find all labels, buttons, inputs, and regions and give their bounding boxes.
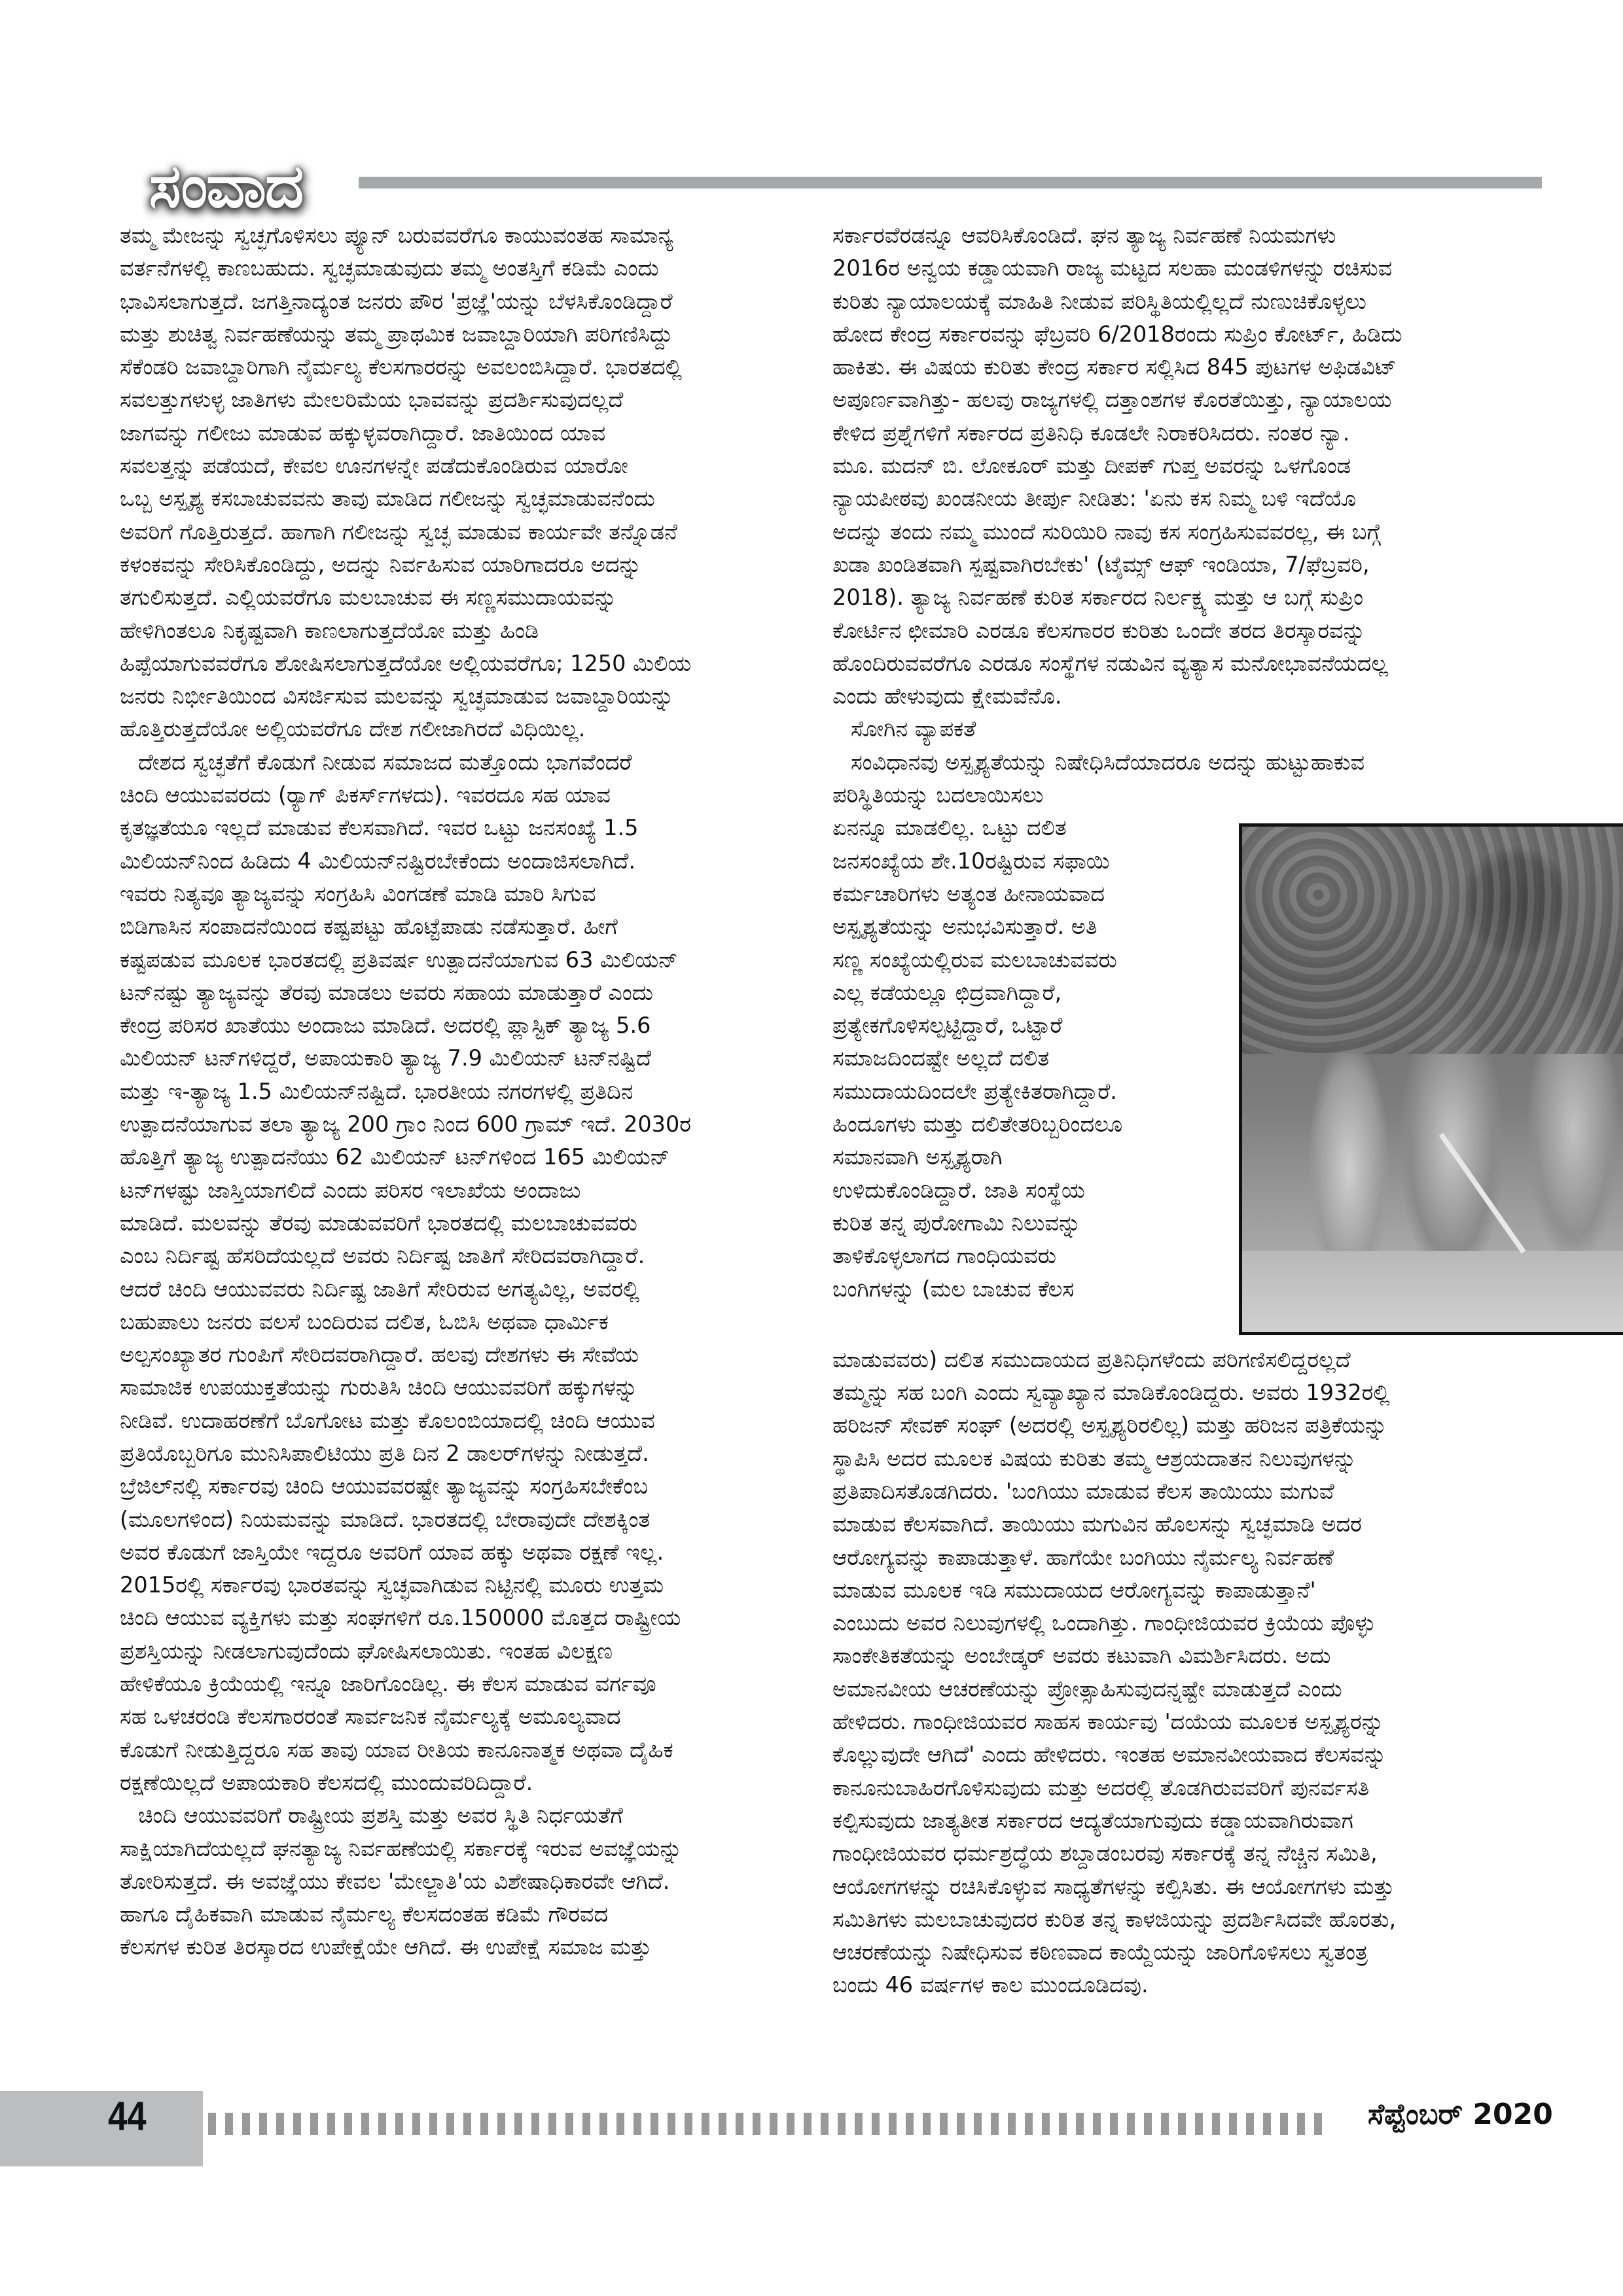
text-line: ಇವರು ನಿತ್ಯವೂ ತ್ಯಾಜ್ಯವನ್ನು ಸಂಗ್ರಹಿಸಿ ವಿಂಗಡಣೆ ಮಾಡಿ ಮಾರಿ ಸಿಗುವ	[120, 880, 596, 906]
text-line: 2016ರ ಅನ್ವಯ ಕಡ್ಡಾಯವಾಗಿ ರಾಜ್ಯ ಮಟ್ಟದ ಸಲಹಾ ಮಂಡಳಿಗಳನ್ನು ರಚಿಸುವ	[832, 255, 1393, 281]
text-line: ಬಂಗಿಗಳನ್ನು (ಮಲ ಬಾಚುವ ಕೆಲಸ	[832, 1276, 1075, 1302]
text-line: (ಮೂಲಗಳಿಂದ) ನಿಯಮವನ್ನು ಮಾಡಿದೆ. ಭಾರತದಲ್ಲಿ ಬೇರಾವುದೇ ದೇಶಕ್ಕಿಂತ	[120, 1506, 651, 1532]
text-line: ಕಷ್ಟಪಡುವ ಮೂಲಕ ಭಾರತದಲ್ಲಿ ಪ್ರತಿವರ್ಷ ಉತ್ಪಾದನೆಯಾಗುವ 63 ಮಿಲಿಯನ್	[120, 946, 678, 973]
text-line: ಮಾಡುವ ಕೆಲಸವಾಗಿದೆ. ತಾಯಿಯು ಮಗುವಿನ ಹೊಲಸನ್ನು ಸ್ವಚ್ಛಮಾಡಿ ಅದರ	[832, 1511, 1362, 1537]
text-line: ಎಂಬ ನಿರ್ದಿಷ್ಟ ಹೆಸರಿದೆಯಲ್ಲದೆ ಅವರು ನಿರ್ದಿಷ್ಟ ಜಾತಿಗೆ ಸೇರಿದವರಾಗಿದ್ದಾರೆ.	[120, 1243, 645, 1269]
text-line: ಅಮಾನವೀಯ ಆಚರಣೆಯನ್ನು ಪ್ರೋತ್ಸಾಹಿಸುವುದನ್ನಷ್ಟೇ ಮಾಡುತ್ತದೆ ಎಂದು	[832, 1676, 1342, 1702]
text-line: ಜನರು ನಿರ್ಭೀತಿಯಿಂದ ವಿಸರ್ಜಿಸುವ ಮಲವನ್ನು ಸ್ವಚ್ಛಮಾಡುವ ಜವಾಬ್ದಾರಿಯನ್ನು	[120, 683, 674, 709]
text-line: ಮಾಡುವವರು) ದಲಿತ ಸಮುದಾಯದ ಪ್ರತಿನಿಧಿಗಳೆಂದು ಪರಿಗಣಿಸಲಿದ್ದರಲ್ಲದೆ	[832, 1346, 1351, 1372]
text-line: ತಮ್ಮನ್ನು ಸಹ ಬಂಗಿ ಎಂದು ಸ್ವವ್ಯಾಖ್ಯಾನ ಮಾಡಿಕೊಂಡಿದ್ದರು. ಅವರು 1932ರಲ್ಲಿ	[832, 1380, 1390, 1406]
text-line: ಪರಿಸ್ಥಿತಿಯನ್ನು ಬದಲಾಯಿಸಲು	[832, 782, 1044, 808]
text-line: ಅಸ್ಪೃಶ್ಯತೆಯನ್ನು ಅನುಭವಿಸುತ್ತಾರೆ. ಅತಿ	[832, 914, 1097, 940]
text-line: ಸಂವಿಧಾನವು ಅಸ್ಪೃಶ್ಯತೆಯನ್ನು ನಿಷೇಧಿಸಿದೆಯಾದರೂ ಅದನ್ನು ಹುಟ್ಟುಹಾಕುವ	[851, 749, 1365, 775]
photo-road	[1242, 1251, 1623, 1332]
text-line: ಕರ್ಮಚಾರಿಗಳು ಅತ್ಯಂತ ಹೀನಾಯವಾದ	[832, 880, 1105, 906]
text-line: ಸಮಾಜದಿಂದಷ್ಟೇ ಅಲ್ಲದೆ ದಲಿತ	[832, 1045, 1050, 1071]
text-line: ದೇಶದ ಸ್ವಚ್ಛತೆಗೆ ಕೊಡುಗೆ ನೀಡುವ ಸಮಾಜದ ಮತ್ತೊಂದು ಭಾಗವೆಂದರೆ	[138, 749, 632, 775]
text-line: ಕೋರ್ಟಿನ ಛೀಮಾರಿ ಎರಡೂ ಕೆಲಸಗಾರರ ಕುರಿತು ಒಂದೇ ತರದ ತಿರಸ್ಕಾರವನ್ನು	[832, 617, 1366, 643]
photo-baton	[1439, 1133, 1526, 1254]
text-line: ತಗುಲಿಸುತ್ತದೆ. ಎಲ್ಲಿಯವರೆಗೂ ಮಲಬಾಚುವ ಈ ಸಣ್ಣಸಮುದಾಯವನ್ನು	[120, 584, 617, 611]
masthead-logo	[115, 147, 337, 226]
text-line: ಬಹುಪಾಲು ಜನರು ವಲಸೆ ಬಂದಿರುವ ದಲಿತ, ಓಬಿಸಿ ಅಥವಾ ಧಾರ್ಮಿಕ	[120, 1308, 609, 1335]
text-line: ಕುರಿತು ನ್ಯಾಯಾಲಯಕ್ಕೆ ಮಾಹಿತಿ ನೀಡುವ ಪರಿಸ್ಥಿತಿಯಲ್ಲಿಲ್ಲದೆ ನುಣುಚಿಕೊಳ್ಳಲು	[832, 288, 1366, 314]
text-line: ಸಾಮಾಜಿಕ ಉಪಯುಕ್ತತೆಯನ್ನು ಗುರುತಿಸಿ ಚಿಂದಿ ಆಯುವವರಿಗೆ ಹಕ್ಕುಗಳನ್ನು	[120, 1374, 638, 1401]
text-line: ಮಿಲಿಯನ್‌ನಿಂದ ಹಿಡಿದು 4 ಮಿಲಿಯನ್‌ನಷ್ಟಿರಬೇಕೆಂದು ಅಂದಾಜಿಸಲಾಗಿದೆ.	[120, 848, 636, 874]
text-line: ಏನನ್ನೂ ಮಾಡಲಿಲ್ಲ. ಒಟ್ಟು ದಲಿತ	[832, 815, 1067, 841]
text-line: ಜಾಗವನ್ನು ಗಲೀಜು ಮಾಡುವ ಹಕ್ಕುಳ್ಳವರಾಗಿದ್ದಾರೆ. ಜಾತಿಯಿಂದ ಯಾವ	[120, 420, 606, 446]
text-line: ಕುರಿತ ತನ್ನ ಪುರೋಗಾಮಿ ನಿಲುವನ್ನು	[832, 1210, 1081, 1236]
text-line: ಸಮಿತಿಗಳು ಮಲಬಾಚುವುದರ ಕುರಿತ ತನ್ನ ಕಾಳಜಿಯನ್ನು ಪ್ರದರ್ಶಿಸಿದವೇ ಹೊರತು,	[832, 1906, 1397, 1932]
text-line: ಸಾಕ್ಷಿಯಾಗಿದೆಯಲ್ಲದೆ ಘನತ್ಯಾಜ್ಯ ನಿರ್ವಹಣೆಯಲ್ಲಿ ಸರ್ಕಾರಕ್ಕೆ ಇರುವ ಅವಜ್ಞೆಯನ್ನು	[120, 1835, 683, 1861]
text-line: ಅವರ ಕೊಡುಗೆ ಜಾಸ್ತಿಯೇ ಇದ್ದರೂ ಅವರಿಗೆ ಯಾವ ಹಕ್ಕು ಅಥವಾ ರಕ್ಷಣೆ ಇಲ್ಲ.	[120, 1539, 664, 1565]
text-line: ಎಲ್ಲ ಕಡೆಯಲ್ಲೂ ಛಿದ್ರವಾಗಿದ್ದಾರೆ,	[832, 979, 1062, 1005]
text-line: ಸಮುದಾಯದಿಂದಲೇ ಪ್ರತ್ಯೇಕಿತರಾಗಿದ್ದಾರೆ.	[832, 1078, 1117, 1104]
text-line: ರಕ್ಷಣೆಯಿಲ್ಲದೆ ಅಪಾಯಕಾರಿ ಕೆಲಸದಲ್ಲಿ ಮುಂದುವರಿದಿದ್ದಾರೆ.	[120, 1769, 533, 1795]
protest-photo	[1239, 823, 1623, 1335]
text-line: 2018). ತ್ಯಾಜ್ಯ ನಿರ್ವಹಣೆ ಕುರಿತ ಸರ್ಕಾರದ ನಿರ್ಲಕ್ಷ್ಯ ಮತ್ತು ಆ ಬಗ್ಗೆ ಸುಪ್ರಿಂ	[832, 584, 1364, 611]
issue-date: ಸೆಪ್ಟೆಂಬರ್ 2020	[1368, 2098, 1553, 2131]
text-line: ಕೇಳಿದ ಪ್ರಶ್ನೆಗಳಿಗೆ ಸರ್ಕಾರದ ಪ್ರತಿನಿಧಿ ಕೂಡಲೇ ನಿರಾಕರಿಸಿದರು. ನಂತರ ನ್ಯಾ.	[832, 420, 1350, 446]
text-line: ಪ್ರತ್ಯೇಕಗೊಳಿಸಲ್ಪಟ್ಟಿದ್ದಾರೆ, ಒಟ್ಟಾರೆ	[832, 1013, 1063, 1039]
text-line: ಹೇಳಿಕೆಯೂ ಕ್ರಿಯೆಯಲ್ಲಿ ಇನ್ನೂ ಜಾರಿಗೊಂಡಿಲ್ಲ. ಈ ಕೆಲಸ ಮಾಡುವ ವರ್ಗವೂ	[120, 1671, 656, 1697]
footer-dashed-rule	[208, 2113, 1329, 2135]
text-line: ಸೆಕೆಂಡರಿ ಜವಾಬ್ದಾರಿಗಾಗಿ ನೈರ್ಮಲ್ಯ ಕೆಲಸಗಾರರನ್ನು ಅವಲಂಬಿಸಿದ್ದಾರೆ. ಭಾರತದಲ್ಲಿ	[120, 354, 683, 380]
text-line: ಸಾಂಕೇತಿಕತೆಯನ್ನು ಅಂಬೇಡ್ಕರ್ ಅವರು ಕಟುವಾಗಿ ವಿಮರ್ಶಿಸಿದರು. ಅದು	[832, 1643, 1331, 1669]
text-line: ಬ್ರೆಜಿಲ್‌ನಲ್ಲಿ ಸರ್ಕಾರವು ಚಿಂದಿ ಆಯುವವರಷ್ಟೇ ತ್ಯಾಜ್ಯವನ್ನು ಸಂಗ್ರಹಿಸಬೇಕೆಂಬ	[120, 1473, 648, 1499]
text-line: ಕಳಂಕವನ್ನು ಸೇರಿಸಿಕೊಂಡಿದ್ದು, ಅದನ್ನು ನಿರ್ವಹಿಸುವ ಯಾರಿಗಾದರೂ ಅದನ್ನು	[120, 551, 642, 577]
text-line: ವರ್ತನೆಗಳಲ್ಲಿ ಕಾಣಬಹುದು. ಸ್ವಚ್ಛಮಾಡುವುದು ತಮ್ಮ ಅಂತಸ್ತಿಗೆ ಕಡಿಮೆ ಎಂದು	[120, 255, 659, 281]
text-line: ಸಮಾನವಾಗಿ ಅಸ್ಪೃಶ್ಯರಾಗಿ	[832, 1144, 1003, 1170]
text-line: ಜನಸಂಖ್ಯೆಯ ಶೇ.10ರಷ್ಟಿರುವ ಸಫಾಯಿ	[832, 848, 1110, 874]
text-line: ನೀಡಿವೆ. ಉದಾಹರಣೆಗೆ ಬೊಗೋಟ ಮತ್ತು ಕೊಲಂಬಿಯಾದಲ್ಲಿ ಚಿಂದಿ ಆಯುವ	[120, 1407, 655, 1433]
text-line: ಎಂದು ಹೇಳುವುದು ಕ್ಷೇಮವೆನೊ.	[832, 683, 1062, 709]
text-line: ಅವರಿಗೆ ಗೊತ್ತಿರುತ್ತದೆ. ಹಾಗಾಗಿ ಗಲೀಜನ್ನು ಸ್ವಚ್ಛ ಮಾಡುವ ಕಾರ್ಯವೇ ತನ್ನೊಡನೆ	[120, 518, 678, 545]
text-line: ಸರ್ಕಾರವೆರಡನ್ನೂ ಆವರಿಸಿಕೊಂಡಿದೆ. ಘನ ತ್ಯಾಜ್ಯ ನಿರ್ವಹಣೆ ನಿಯಮಗಳು	[832, 223, 1336, 248]
text-line: ಮಿಲಿಯನ್ ಟನ್‌ಗಳಿದ್ದರೆ, ಅಪಾಯಕಾರಿ ತ್ಯಾಜ್ಯ 7.9 ಮಿಲಿಯನ್ ಟನ್‌ನಷ್ಟಿದೆ	[120, 1045, 652, 1071]
text-line: ಹರಿಜನ್ ಸೇವಕ್ ಸಂಘ್ (ಅದರಲ್ಲಿ ಅಸ್ಪೃಶ್ಯರಿರಲಿಲ್ಲ) ಮತ್ತು ಹರಿಜನ ಪತ್ರಿಕೆಯನ್ನು	[832, 1412, 1387, 1439]
text-line: ಕಾನೂನುಬಾಹಿರಗೊಳಿಸುವುದು ಮತ್ತು ಅದರಲ್ಲಿ ತೊಡಗಿರುವವರಿಗೆ ಪುನರ್ವಸತಿ	[832, 1774, 1370, 1801]
text-line: ಮತ್ತು ಶುಚಿತ್ವ ನಿರ್ವಹಣೆಯನ್ನು ತಮ್ಮ ಪ್ರಾಥಮಿಕ ಜವಾಬ್ದಾರಿಯಾಗಿ ಪರಿಗಣಿಸಿದ್ದು	[120, 321, 673, 347]
text-line: ಆರೋಗ್ಯವನ್ನು ಕಾಪಾಡುತ್ತಾಳೆ. ಹಾಗೆಯೇ ಬಂಗಿಯು ನೈರ್ಮಲ್ಯ ನಿರ್ವಹಣೆ	[832, 1544, 1334, 1570]
photo-crowd	[1242, 827, 1623, 1054]
text-line: ಪ್ರತಿಪಾದಿಸತೊಡಗಿದರು. 'ಬಂಗಿಯು ಮಾಡುವ ಕೆಲಸ ತಾಯಿಯು ಮಗುವೆ	[832, 1478, 1334, 1504]
text-line: ಹೊಂದಿರುವವರೆಗೂ ಎರಡೂ ಸಂಸ್ಥೆಗಳ ನಡುವಿನ ವ್ಯತ್ಯಾಸ ಮನೋಭಾವನೆಯದಲ್ಲ	[832, 650, 1389, 676]
text-line: ಮಾಡುವ ಮೂಲಕ ಇಡಿ ಸಮುದಾಯದ ಆರೋಗ್ಯವನ್ನು ಕಾಪಾಡುತ್ತಾನೆ'	[832, 1577, 1316, 1603]
text-line: ಕೊಲ್ಲುವುದೇ ಆಗಿದೆ' ಎಂದು ಹೇಳಿದರು. ಇಂತಹ ಅಮಾನವೀಯವಾದ ಕೆಲಸವನ್ನು	[832, 1742, 1387, 1768]
text-line: ಎಂಬುದು ಅವರ ನಿಲುವುಗಳಲ್ಲಿ ಒಂದಾಗಿತ್ತು. ಗಾಂಧೀಜಿಯವರ ಕ್ರಿಯೆಯ ಪೊಳ್ಳು	[832, 1610, 1376, 1636]
text-line: ಮಾಡಿದೆ. ಮಲವನ್ನು ತೆರವು ಮಾಡುವವರಿಗೆ ಭಾರತದಲ್ಲಿ ಮಲಬಾಚುವವರು	[120, 1210, 637, 1236]
text-line: ಕೊಡುಗೆ ನೀಡುತ್ತಿದ್ದರೂ ಸಹ ತಾವು ಯಾವ ರೀತಿಯ ಕಾನೂನಾತ್ಮಕ ಅಥವಾ ದೈಹಿಕ	[120, 1736, 673, 1763]
text-line: ಖಡಾ ಖಂಡಿತವಾಗಿ ಸ್ಪಷ್ಟವಾಗಿರಬೇಕು' (ಟೈಮ್ಸ್ ಆಫ್ ಇಂಡಿಯಾ, 7/ಫೆಬ್ರವರಿ,	[832, 551, 1370, 577]
left-column	[120, 219, 800, 1964]
text-line: ತಮ್ಮ ಮೇಜನ್ನು ಸ್ವಚ್ಛಗೊಳಿಸಲು ಪ್ಯೂನ್ ಬರುವವರೆಗೂ ಕಾಯುವಂತಹ ಸಾಮಾನ್ಯ	[120, 223, 673, 248]
text-line: ಭಾವಿಸಲಾಗುತ್ತದೆ. ಜಗತ್ತಿನಾದ್ಯಂತ ಜನರು ಪೌರ 'ಪ್ರಜ್ಞೆ'ಯನ್ನು ಬೆಳಸಿಕೊಂಡಿದ್ದಾರೆ	[120, 288, 673, 314]
text-line: ಹೋದ ಕೇಂದ್ರ ಸರ್ಕಾರವನ್ನು ಫೆಬ್ರವರಿ 6/2018ರಂದು ಸುಪ್ರಿಂ ಕೋರ್ಟ್, ಹಿಡಿದು	[832, 321, 1402, 347]
text-line: ಆಚರಣೆಯನ್ನು ನಿಷೇಧಿಸುವ ಕಠಿಣವಾದ ಕಾಯ್ದೆಯನ್ನು ಜಾರಿಗೊಳಿಸಲು ಸ್ವತಂತ್ರ	[832, 1939, 1368, 1965]
text-line: ಅಪೂರ್ಣವಾಗಿತ್ತು- ಹಲವು ರಾಜ್ಯಗಳಲ್ಲಿ ದತ್ತಾಂಶಗಳ ಕೊರತೆಯಿತ್ತು, ನ್ಯಾಯಾಲಯ	[832, 387, 1392, 413]
text-line: ಸವಲತ್ತುಗಳುಳ್ಳ ಜಾತಿಗಳು ಮೇಲರಿಮೆಯ ಭಾವವನ್ನು ಪ್ರದರ್ಶಿಸುವುದಲ್ಲದೆ	[120, 387, 624, 413]
text-line: ಟನ್‌ಗಳಷ್ಟು ಜಾಸ್ತಿಯಾಗಲಿದೆ ಎಂದು ಪರಿಸರ ಇಲಾಖೆಯ ಅಂದಾಜು	[120, 1177, 581, 1203]
text-line: ಹಾಕಿತು. ಈ ವಿಷಯ ಕುರಿತು ಕೇಂದ್ರ ಸರ್ಕಾರ ಸಲ್ಲಿಸಿದ 845 ಪುಟಗಳ ಅಫಿಡವಿಟ್	[832, 354, 1397, 380]
text-line: ಗಾಂಧೀಜಿಯವರ ಧರ್ಮಶ್ರದ್ಧೆಯ ಶಬ್ದಾಡಂಬರವು ಸರ್ಕಾರಕ್ಕೆ ತನ್ನ ನೆಚ್ಚಿನ ಸಮಿತಿ,	[832, 1840, 1378, 1867]
page-number: 44	[108, 2094, 147, 2139]
text-line: ಒಬ್ಬ ಅಸ್ಪೃಶ್ಯ ಕಸಬಾಚುವವನು ತಾವು ಮಾಡಿದ ಗಲೀಜನ್ನು ಸ್ವಚ್ಛಮಾಡುವನೆಂದು	[120, 486, 655, 512]
text-line: ಉಳಿದುಕೊಂಡಿದ್ದಾರೆ. ಜಾತಿ ಸಂಸ್ಥೆಯ	[832, 1177, 1085, 1203]
text-line: ಚಿಂದಿ ಆಯುವವರದು (ರ್‍ಯಾಗ್ ಪಿಕರ್ಸ್‌ಗಳದು). ಇವರದೂ ಸಹ ಯಾವ	[120, 782, 611, 808]
text-line: ಹಿಂದೂಗಳು ಮತ್ತು ದಲಿತೇತರಿಬ್ಬರಿಂದಲೂ	[832, 1111, 1123, 1138]
text-line: ಆಯೋಗಗಳನ್ನು ರಚಿಸಿಕೊಳ್ಳುವ ಸಾಧ್ಯತೆಗಳನ್ನು ಕಲ್ಪಿಸಿತು. ಈ ಆಯೋಗಗಳು ಮತ್ತು	[832, 1873, 1395, 1899]
text-line: ಸ್ಥಾಪಿಸಿ ಅದರ ಮೂಲಕ ವಿಷಯ ಕುರಿತು ತಮ್ಮ ಆಶ್ರಯದಾತನ ನಿಲುವುಗಳನ್ನು	[832, 1445, 1357, 1471]
text-line: ಸವಲತ್ತನ್ನು ಪಡೆಯದೆ, ಕೇವಲ ಊನಗಳನ್ನೇ ಪಡೆದುಕೊಂಡಿರುವ ಯಾರೋ	[120, 453, 628, 479]
text-line: ಕಲ್ಪಿಸುವುದು ಜಾತ್ಯತೀತ ಸರ್ಕಾರದ ಆದ್ಯತೆಯಾಗುವುದು ಕಡ್ಡಾಯವಾಗಿರುವಾಗ	[832, 1807, 1353, 1833]
text-line: ಚಿಂದಿ ಆಯುವವರಿಗೆ ರಾಷ್ಟ್ರೀಯ ಪ್ರಶಸ್ತಿ ಮತ್ತು ಅವರ ಸ್ಥಿತಿ ನಿರ್ಧಯತೆಗೆ	[138, 1803, 623, 1829]
text-line: ಪ್ರಶಸ್ತಿಯನ್ನು ನೀಡಲಾಗುವುದೆಂದು ಘೋಷಿಸಲಾಯಿತು. ಇಂತಹ ವಿಲಕ್ಷಣ	[120, 1638, 613, 1664]
text-line: ಹೇಳಿದರು. ಗಾಂಧೀಜಿಯವರ ಸಾಹಸ ಕಾರ್ಯವು 'ದಯೆಯ ಮೂಲಕ ಅಸ್ಪೃಶ್ಯರನ್ನು	[832, 1709, 1384, 1735]
text-line: ಬಿಡಿಗಾಸಿನ ಸಂಪಾದನೆಯಿಂದ ಕಷ್ಟಪಟ್ಟು ಹೊಟ್ಟೆಪಾಡು ನಡೆಸುತ್ತಾರೆ. ಹೀಗೆ	[120, 914, 618, 940]
text-line: ಹೇಳಿಗಿಂತಲೂ ನಿಕೃಷ್ಟವಾಗಿ ಕಾಣಲಾಗುತ್ತದೆಯೋ ಮತ್ತು ಹಿಂಡಿ	[120, 617, 539, 643]
text-line: ಕೃತಜ್ಞತೆಯೂ ಇಲ್ಲದೆ ಮಾಡುವ ಕೆಲಸವಾಗಿದೆ. ಇವರ ಒಟ್ಟು ಜನಸಂಖ್ಯೆ 1.5	[120, 815, 639, 841]
text-line: ಆದರೆ ಚಿಂದಿ ಆಯುವವರು ನಿರ್ದಿಷ್ಟ ಜಾತಿಗೆ ಸೇರಿರುವ ಅಗತ್ಯವಿಲ್ಲ, ಅವರಲ್ಲಿ	[120, 1276, 640, 1302]
text-line: ಕೇಂದ್ರ ಪರಿಸರ ಖಾತೆಯು ಅಂದಾಜು ಮಾಡಿದೆ. ಅದರಲ್ಲಿ ಪ್ಲಾಸ್ಟಿಕ್ ತ್ಯಾಜ್ಯ 5.6	[120, 1013, 651, 1039]
section-subheading: ಸೋಗಿನ ವ್ಯಾಪಕತೆ	[851, 716, 976, 742]
text-line: ಹೊತ್ತಿಗೆ ತ್ಯಾಜ್ಯ ಉತ್ಪಾದನೆಯು 62 ಮಿಲಿಯನ್ ಟನ್‌ಗಳಿಂದ 165 ಮಿಲಿಯನ್	[120, 1144, 670, 1170]
text-line: ಪ್ರತಿಯೊಬ್ಬರಿಗೂ ಮುನಿಸಿಪಾಲಿಟಿಯು ಪ್ರತಿ ದಿನ 2 ಡಾಲರ್‌ಗಳನ್ನು ನೀಡುತ್ತದೆ.	[120, 1440, 649, 1466]
text-line: ಹೊತ್ತಿರುತ್ತದೆಯೋ ಅಲ್ಲಿಯವರೆಗೂ ದೇಶ ಗಲೀಜಾಗಿರದೆ ವಿಧಿಯಿಲ್ಲ.	[120, 716, 586, 742]
text-line: ಹಾಗೂ ದೈಹಿಕವಾಗಿ ಮಾಡುವ ನೈರ್ಮಲ್ಯ ಕೆಲಸದಂತಹ ಕಡಿಮೆ ಗೌರವದ	[120, 1901, 609, 1928]
text-line: ಕೆಲಸಗಳ ಕುರಿತ ತಿರಸ್ಕಾರದ ಉಪೇಕ್ಷೆಯೇ ಆಗಿದೆ. ಈ ಉಪೇಕ್ಷೆ ಸಮಾಜ ಮತ್ತು	[120, 1934, 652, 1960]
text-line: ಬಂದು 46 ವರ್ಷಗಳ ಕಾಲ ಮುಂದೂಡಿದವು.	[832, 1972, 1149, 1998]
text-line: ಅದನ್ನು ತಂದು ನಮ್ಮ ಮುಂದೆ ಸುರಿಯಿರಿ ನಾವು ಕಸ ಸಂಗ್ರಹಿಸುವವರಲ್ಲ, ಈ ಬಗ್ಗೆ	[832, 518, 1381, 545]
masthead-rule	[359, 177, 1542, 188]
text-line: ನ್ಯಾಯಪೀಠವು ಖಂಡನೀಯ ತೀರ್ಪು ನೀಡಿತು: 'ಏನು ಕಸ ನಿಮ್ಮ ಬಳಿ ಇದೆಯೊ	[832, 486, 1357, 512]
text-line: ಸಹ ಒಳಚರಂಡಿ ಕೆಲಸಗಾರರಂತೆ ಸಾರ್ವಜನಿಕ ನೈರ್ಮಲ್ಯಕ್ಕೆ ಅಮೂಲ್ಯವಾದ	[120, 1704, 621, 1730]
text-line: ಮತ್ತು ಇ-ತ್ಯಾಜ್ಯ 1.5 ಮಿಲಿಯನ್‌ನಷ್ಟಿದೆ. ಭಾರತೀಯ ನಗರಗಳಲ್ಲಿ ಪ್ರತಿದಿನ	[120, 1078, 633, 1104]
text-line: 2015ರಲ್ಲಿ ಸರ್ಕಾರವು ಭಾರತವನ್ನು ಸ್ವಚ್ಛವಾಗಿಡುವ ನಿಟ್ಟಿನಲ್ಲಿ ಮೂರು ಉತ್ತಮ	[120, 1572, 664, 1598]
text-line: ತೋರಿಸುತ್ತದೆ. ಈ ಅವಜ್ಞೆಯು ಕೇವಲ 'ಮೇಲ್ಜಾತಿ'ಯ ವಿಶೇಷಾಧಿಕಾರವೇ ಆಗಿದೆ.	[120, 1868, 670, 1894]
text-line: ಹಿಪ್ಪೆಯಾಗುವವರೆಗೂ ಶೋಷಿಸಲಾಗುತ್ತದೆಯೋ ಅಲ್ಲಿಯವರೆಗೂ; 1250 ಮಿಲಿಯ	[120, 650, 692, 676]
text-line: ಸಣ್ಣ ಸಂಖ್ಯೆಯಲ್ಲಿರುವ ಮಲಬಾಚುವವರು	[832, 946, 1117, 973]
masthead-title: ಸಂವಾದ	[149, 151, 303, 221]
text-line: ಅಲ್ಪಸಂಖ್ಯಾತರ ಗುಂಪಿಗೆ ಸೇರಿದವರಾಗಿದ್ದಾರೆ. ಹಲವು ದೇಶಗಳು ಈ ಸೇವೆಯ	[120, 1342, 639, 1368]
text-line: ಮೂ. ಮದನ್ ಬಿ. ಲೋಕೂರ್ ಮತ್ತು ದೀಪಕ್ ಗುಪ್ತ ಅವರನ್ನು ಒಳಗೊಂಡ	[832, 453, 1351, 479]
text-line: ಟನ್‌ನಷ್ಟು ತ್ಯಾಜ್ಯವನ್ನು ತೆರವು ಮಾಡಲು ಅವರು ಸಹಾಯ ಮಾಡುತ್ತಾರೆ ಎಂದು	[120, 979, 653, 1005]
text-line: ಚಿಂದಿ ಆಯುವ ವ್ಯಕ್ತಿಗಳು ಮತ್ತು ಸಂಘಗಳಿಗೆ ರೂ.150000 ಮೊತ್ತದ ರಾಷ್ಟ್ರೀಯ	[120, 1605, 681, 1631]
text-line: ಉತ್ಪಾದನೆಯಾಗುವ ತಲಾ ತ್ಯಾಜ್ಯ 200 ಗ್ರಾಂ ನಿಂದ 600 ಗ್ರಾಮ್ ಇದೆ. 2030ರ	[120, 1111, 692, 1138]
footer-page-box	[0, 2091, 203, 2166]
text-line: ತಾಳಿಕೊಳ್ಳಲಾಗದ ಗಾಂಧಿಯವರು	[832, 1243, 1057, 1269]
